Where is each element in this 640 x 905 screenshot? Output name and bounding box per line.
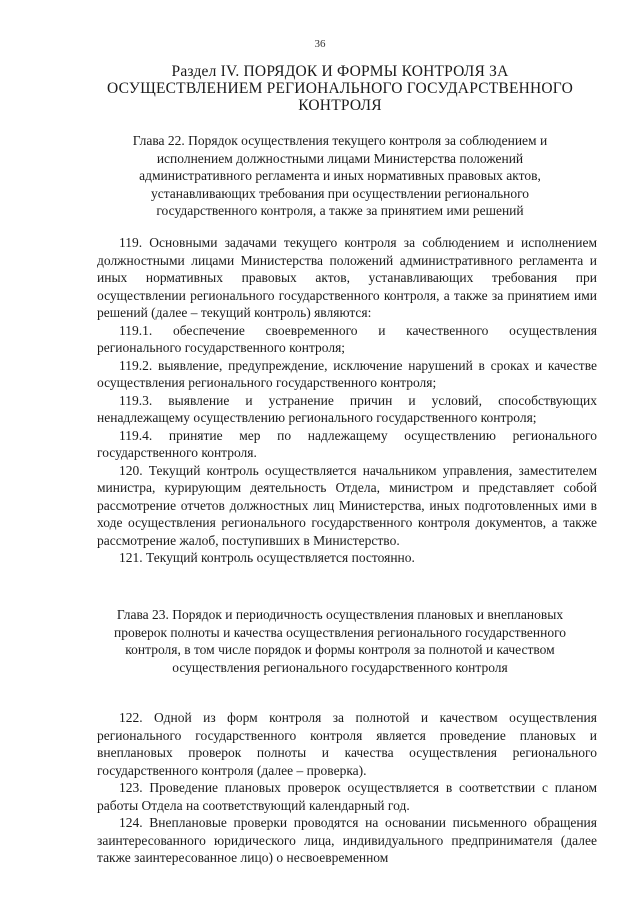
paragraph-119: 119. Основными задачами текущего контроля за соблюдением и исполнением должностными лицами Министерства положений административного регламента и иных нормативных правовых актов, устанавливающих требования при осуществлении регионального государственного контроля, а также за принятием ими решений (далее – текущий контроль) являются:	[97, 235, 597, 320]
chapter-23-body	[97, 709, 597, 867]
paragraph-123: 123. Проведение плановых проверок осуществляется в соответствии с планом работы Отдела на соответствующий календарный год.	[97, 780, 597, 813]
paragraph-119-2: 119.2. выявление, предупреждение, исключение нарушений в сроках и качестве осуществления регионального государственного контроля;	[97, 357, 597, 390]
section-title: Раздел IV. ПОРЯДОК И ФОРМЫ КОНТРОЛЯ ЗА ОСУЩЕСТВЛЕНИЕМ РЕГИОНАЛЬНОГО ГОСУДАРСТВЕННОГО КОНТРОЛЯ	[107, 63, 573, 114]
paragraph-119-3: 119.3. выявление и устранение причин и условий, способствующих ненадлежащему осуществлению регионального государственного контроля;	[97, 392, 597, 425]
chapter-22-title: Глава 22. Порядок осуществления текущего контроля за соблюдением и исполнением должностными лицами Министерства положений административного регламента и иных нормативных правовых актов, устанавливающих требования при осуществлении регионального государственного контроля, а также за принятием ими решений	[132, 133, 548, 219]
chapter-23-title: Глава 23. Порядок и периодичность осуществления плановых и внеплановых проверок полноты и качества осуществления регионального государственного контроля, в том числе порядок и формы контроля за полнотой и качеством осуществления регионального государственного контроля	[113, 607, 567, 675]
paragraph-119-1: 119.1. обеспечение своевременного и качественного осуществления регионального государственного контроля;	[97, 322, 597, 355]
chapter-22-body	[97, 234, 597, 567]
paragraph-122: 122. Одной из форм контроля за полнотой и качеством осуществления регионального государственного контроля является проведение плановых и внеплановых проверок полноты и качества осуществления регионального государственного контроля (далее – проверка).	[97, 710, 597, 778]
paragraph-124: 124. Внеплановые проверки проводятся на основании письменного обращения заинтересованного юридического лица, индивидуального предпринимателя (далее также заинтересованное лицо) о несвоевременном	[97, 815, 597, 865]
paragraph-119-4: 119.4. принятие мер по надлежащему осуществлению регионального государственного контроля.	[97, 427, 597, 460]
paragraph-121: 121. Текущий контроль осуществляется постоянно.	[119, 550, 415, 565]
page-number: 36	[314, 38, 326, 50]
paragraph-120: 120. Текущий контроль осуществляется начальником управления, заместителем министра, курирующим деятельность Отдела, министром и представляет собой рассмотрение отчетов должностных лиц Министерства, иных подготовленных ими в ходе осуществления регионального государственного контроля документов, а также рассмотрение жалоб, поступивших в Министерство.	[97, 462, 597, 548]
